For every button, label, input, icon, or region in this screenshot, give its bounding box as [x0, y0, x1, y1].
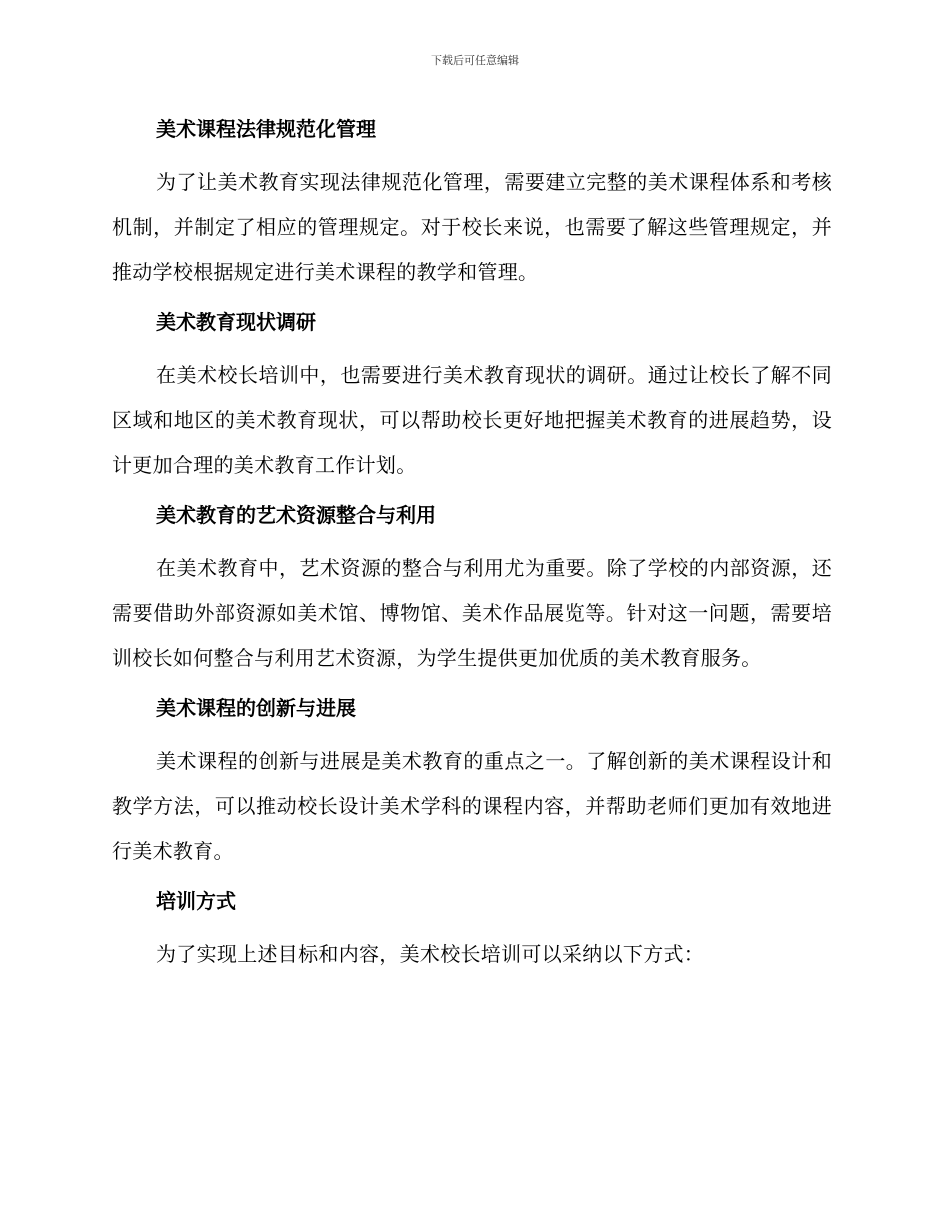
section-heading: 美术课程法律规范化管理	[156, 117, 376, 141]
section-paragraph: 在美术教育中，艺术资源的整合与利用尤为重要。除了学校的内部资源，还需要借助外部资源如美术馆、博物馆、美术作品展览等。针对这一问题，需要培训校长如何整合与利用艺术资源，为学生提供更加优质的美术教育服务。	[112, 556, 832, 670]
section-paragraph: 为了让美术教育实现法律规范化管理，需要建立完整的美术课程体系和考核机制，并制定了相应的管理规定。对于校长来说，也需要了解这些管理规定，并推动学校根据规定进行美术课程的教学和管理。	[112, 170, 832, 284]
section-heading: 培训方式	[156, 889, 236, 913]
section-paragraph: 美术课程的创新与进展是美术教育的重点之一。了解创新的美术课程设计和教学方法，可以推动校长设计美术学科的课程内容，并帮助老师们更加有效地进行美术教育。	[112, 749, 832, 863]
section-heading: 美术课程的创新与进展	[156, 696, 356, 720]
section-heading: 美术教育现状调研	[156, 310, 316, 334]
section-heading: 美术教育的艺术资源整合与利用	[156, 503, 436, 527]
page-header-note: 下载后可任意编辑	[431, 54, 519, 67]
section-paragraph: 为了实现上述目标和内容，美术校长培训可以采纳以下方式：	[156, 942, 705, 966]
section-paragraph: 在美术校长培训中，也需要进行美术教育现状的调研。通过让校长了解不同区域和地区的美术教育现状，可以帮助校长更好地把握美术教育的进展趋势，设计更加合理的美术教育工作计划。	[112, 363, 832, 477]
document-body	[112, 111, 832, 986]
